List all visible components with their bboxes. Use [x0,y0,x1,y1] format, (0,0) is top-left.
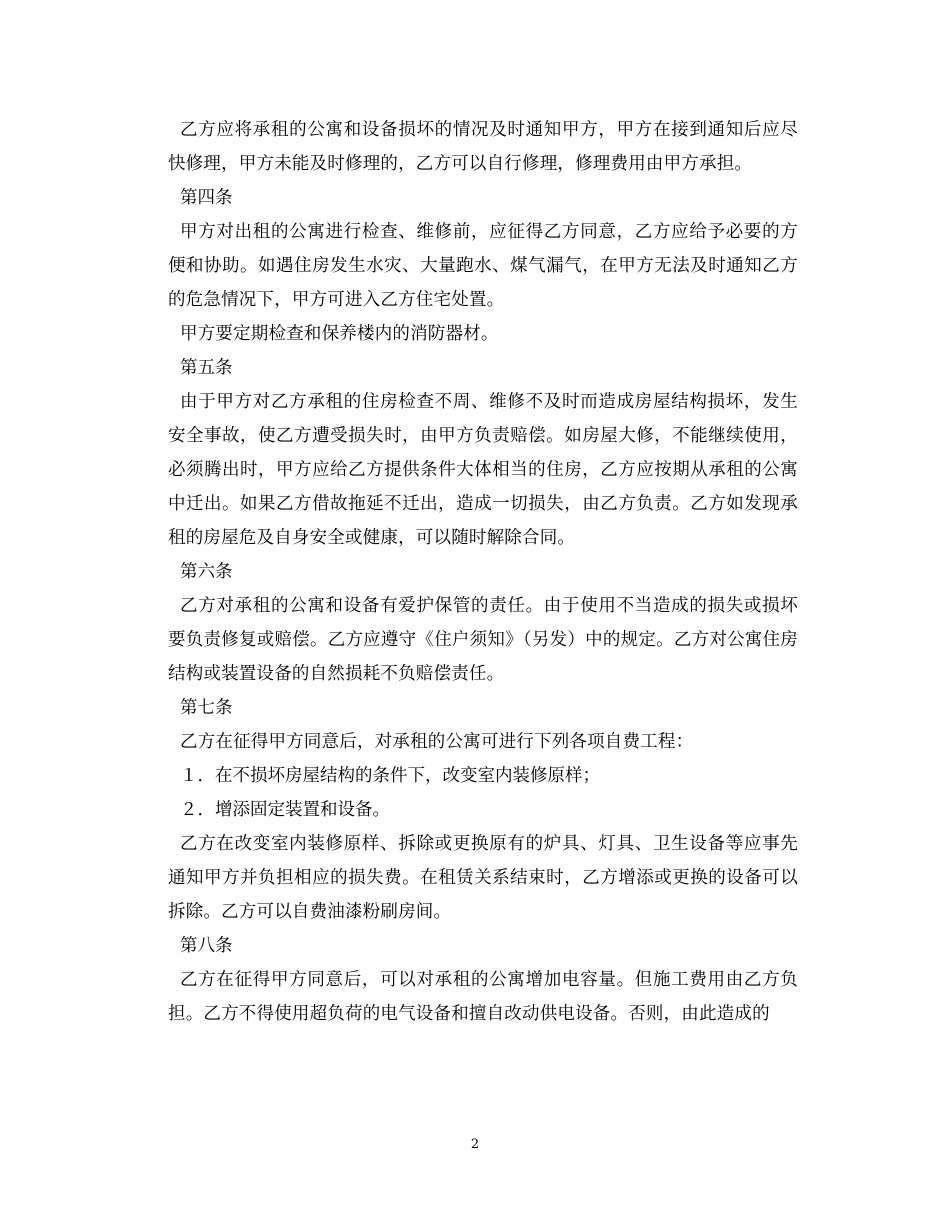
document-body [168,113,798,1031]
page-number: 2 [470,1137,480,1152]
paragraph: 乙方对承租的公寓和设备有爱护保管的责任。由于使用不当造成的损失或损坏要负责修复或赔偿。乙方应遵守《住户须知》（另发）中的规定。乙方对公寓住房结构或装置设备的自然损耗不负赔偿责任。 [168,596,798,684]
paragraph: 乙方在征得甲方同意后，可以对承租的公寓增加电容量。但施工费用由乙方负担。乙方不得使用超负荷的电气设备和擅自改动供电设备。否则，由此造成的 [168,970,798,1024]
paragraph: 乙方应将承租的公寓和设备损坏的情况及时通知甲方，甲方在接到通知后应尽快修理，甲方未能及时修理的，乙方可以自行修理，修理费用由甲方承担。 [168,120,798,174]
paragraph: 甲方对出租的公寓进行检查、维修前，应征得乙方同意，乙方应给予必要的方便和协助。如遇住房发生水灾、大量跑水、煤气漏气，在甲方无法及时通知乙方的危急情况下，甲方可进入乙方住宅处置。 [168,222,798,310]
paragraph: 乙方在征得甲方同意后，对承租的公寓可进行下列各项自费工程： [180,732,694,752]
list-item: １．在不损坏房屋结构的条件下，改变室内装修原样； [180,766,600,786]
paragraph: 乙方在改变室内装修原样、拆除或更换原有的炉具、灯具、卫生设备等应事先通知甲方并负担相应的损失费。在租赁关系结束时，乙方增添或更换的设备可以拆除。乙方可以自费油漆粉刷房间。 [168,834,798,922]
paragraph: 由于甲方对乙方承租的住房检查不周、维修不及时而造成房屋结构损坏，发生安全事故，使乙方遭受损失时，由甲方负责赔偿。如房屋大修，不能继续使用，必须腾出时，甲方应给乙方提供条件大体相当的住房，乙方应按期从承租的公寓中迁出。如果乙方借故拖延不迁出，造成一切损失，由乙方负责。乙方如发现承租的房屋危及自身安全或健康，可以随时解除合同。 [168,392,798,548]
article-heading-6: 第六条 [180,562,233,582]
paragraph: 甲方要定期检查和保养楼内的消防器材。 [180,324,499,344]
list-item: ２．增添固定装置和设备。 [180,800,390,820]
article-heading-8: 第八条 [180,936,233,956]
article-heading-5: 第五条 [180,358,233,378]
article-heading-4: 第四条 [180,188,233,208]
article-heading-7: 第七条 [180,698,233,718]
